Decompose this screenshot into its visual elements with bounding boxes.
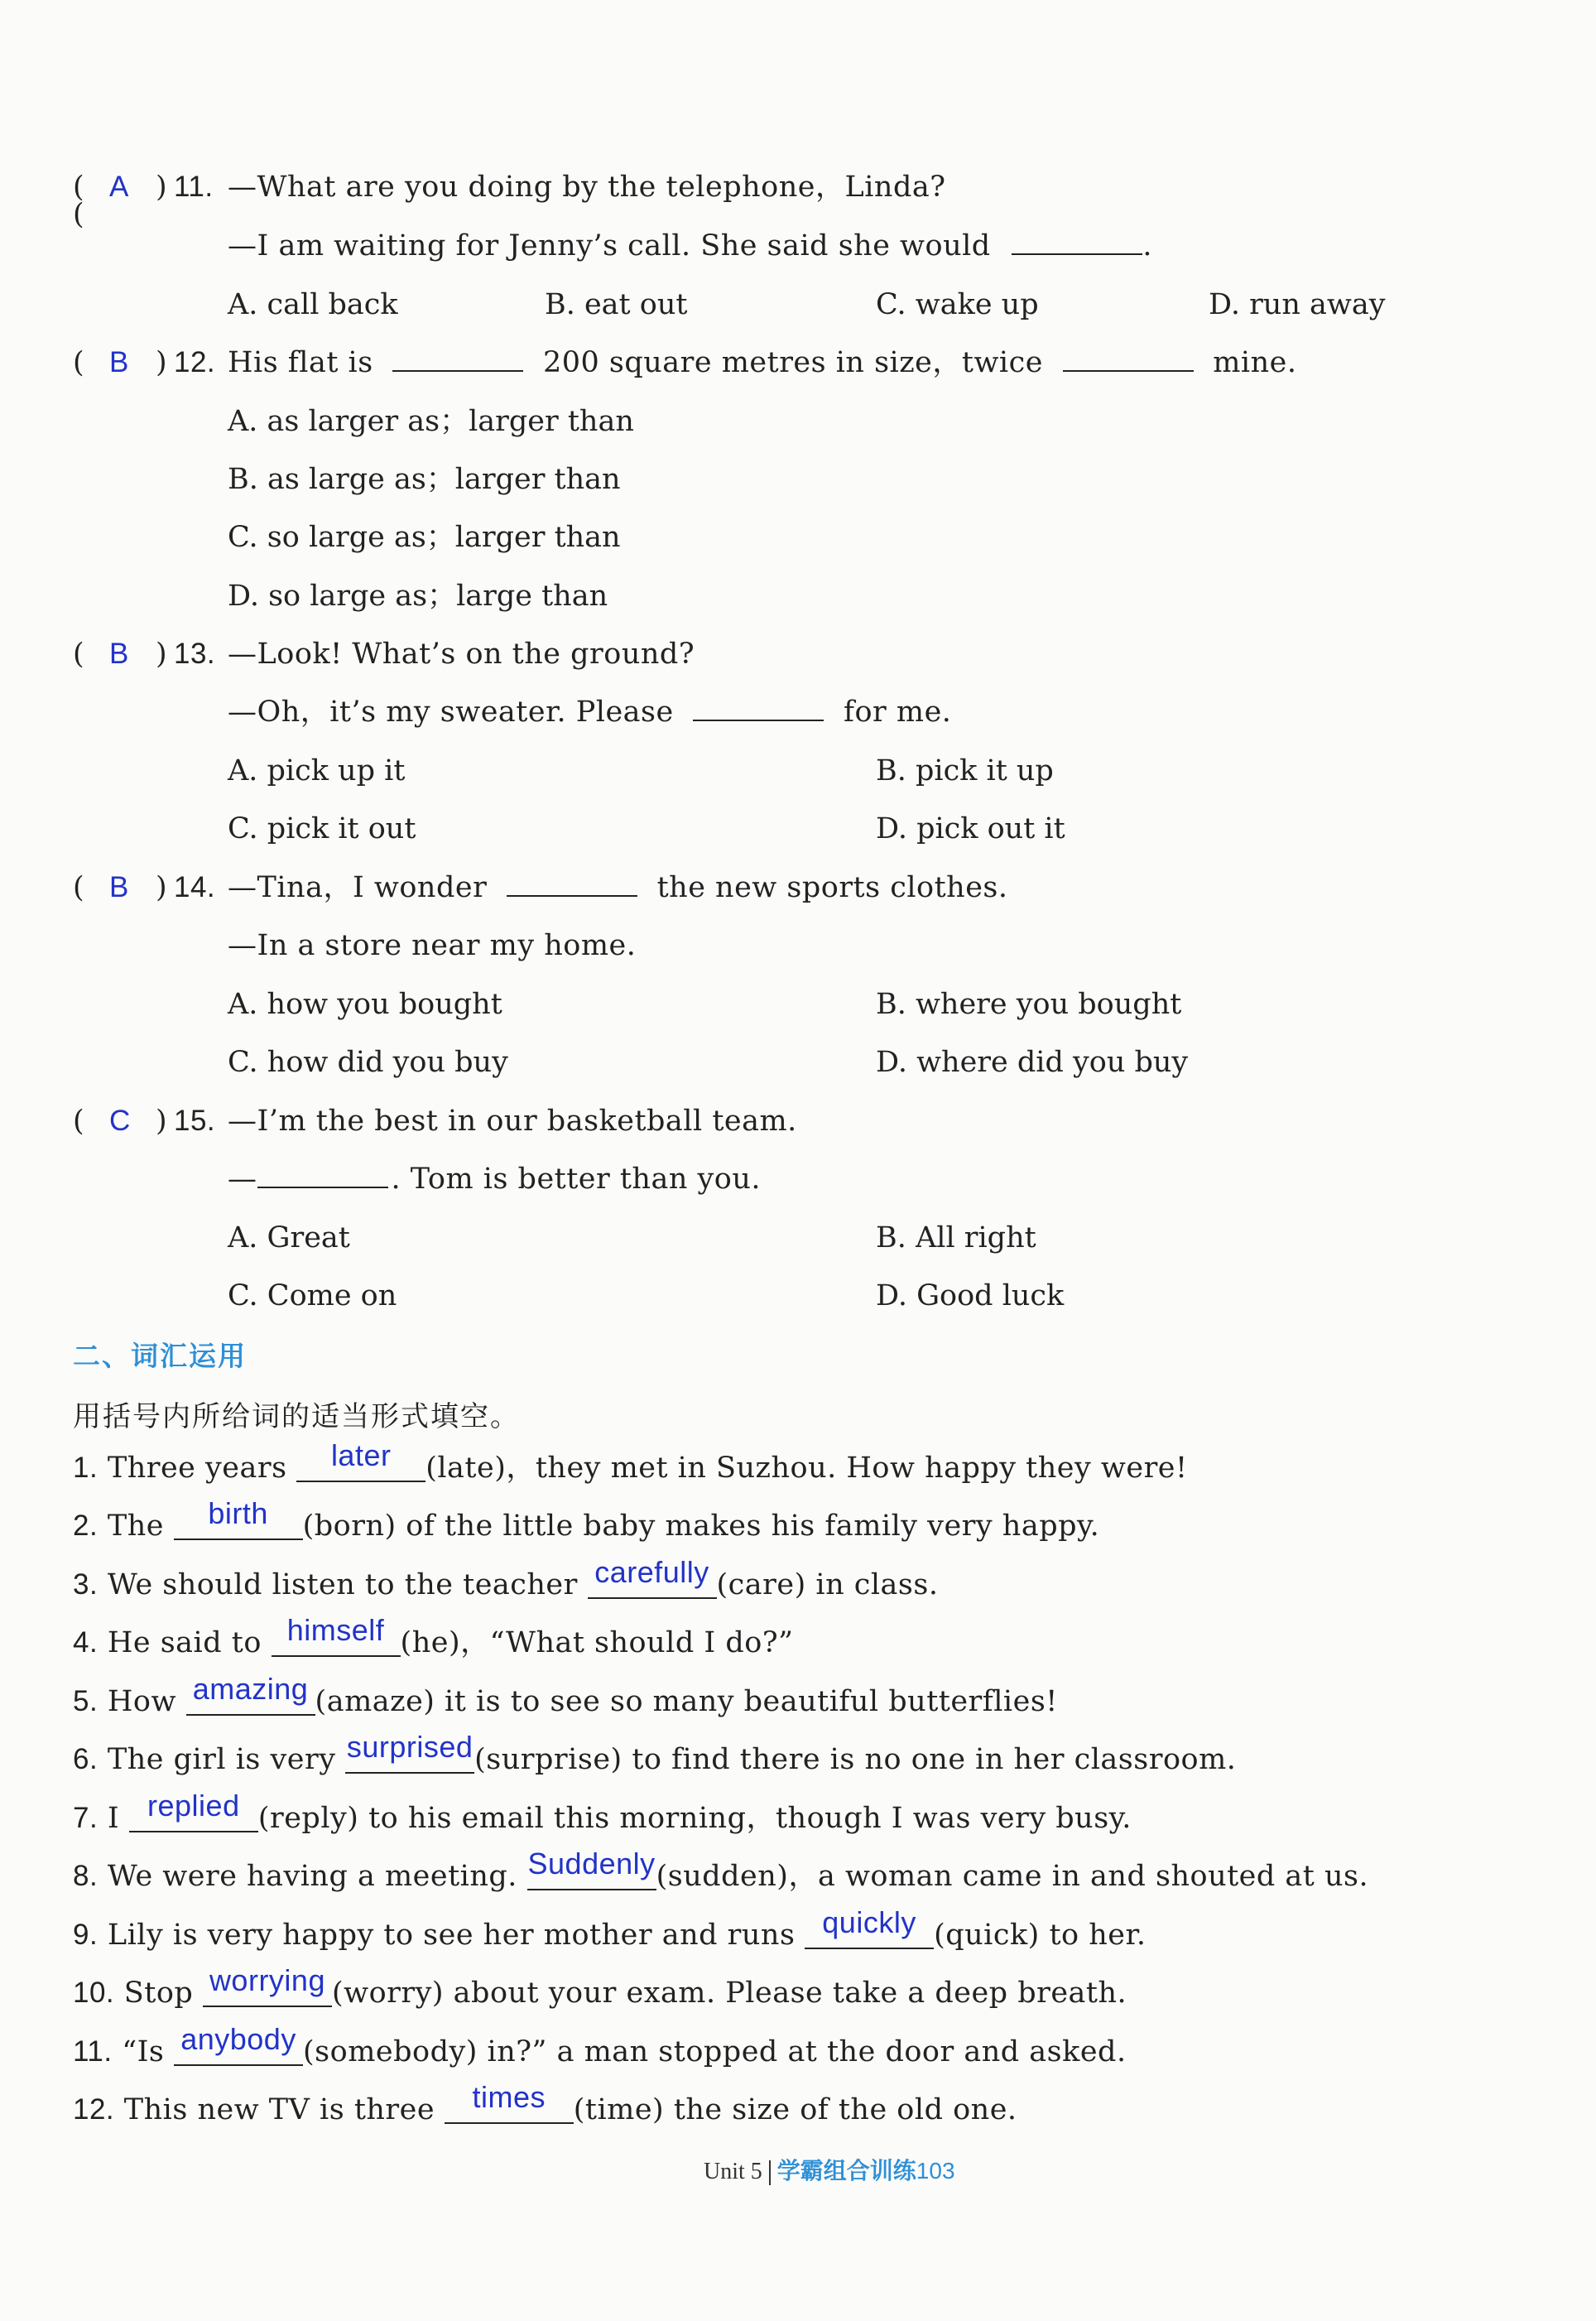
item-number: 7. [73, 1802, 99, 1834]
item-pre-text: Stop [123, 1977, 194, 2010]
fill-item-8 [73, 1847, 1369, 1896]
answer-blank [203, 1963, 332, 2007]
handwritten-answer: later [330, 1438, 392, 1472]
handwritten-answer: anybody [180, 2022, 296, 2056]
item-pre-text: “Is [122, 2035, 165, 2068]
item-number: 1. [73, 1452, 99, 1484]
page-footer [704, 2153, 955, 2186]
item-post-text: (born) of the little baby makes his family very happy. [302, 1510, 1100, 1543]
item-post-text: (amaze) it is to see so many beautiful butterflies! [315, 1685, 1058, 1718]
mc-question-13-line2 [228, 694, 951, 730]
fill-item-12 [73, 2080, 1017, 2130]
section-title: 二、词汇运用 [73, 1340, 247, 1372]
item-number: 10. [73, 1977, 115, 2009]
question-stem: —I am waiting for Jenny’s call. She said she would [228, 229, 991, 262]
answer-blank [186, 1672, 315, 1716]
answer-blank [588, 1555, 717, 1599]
question-number: 11. [174, 171, 214, 203]
option-b: B. where you bought [876, 988, 1182, 1021]
fill-item-10 [73, 1963, 1127, 2013]
handwritten-answer: quickly [822, 1905, 916, 1939]
fill-item-3 [73, 1555, 939, 1605]
option-d: D. where did you buy [876, 1046, 1189, 1079]
handwritten-answer: surprised [346, 1730, 474, 1764]
answer-blank [174, 2022, 303, 2066]
handwritten-answer: times [472, 2080, 546, 2114]
item-number: 6. [73, 1743, 99, 1775]
answer-blank [1063, 345, 1194, 372]
mc-question-11-line2 [228, 228, 1152, 264]
option-d: D. pick out it [876, 812, 1065, 845]
answer-blank [392, 345, 523, 372]
fill-item-6 [73, 1730, 1237, 1779]
question-stem: His flat is [228, 346, 373, 379]
mc-question-11: ( ( A ) 11. —What are you doing by the telephone，Linda? [73, 171, 946, 231]
fill-item-4 [73, 1613, 794, 1663]
answer-blank [129, 1789, 258, 1832]
option-c: C. pick it out [228, 812, 416, 845]
fill-item-11 [73, 2022, 1127, 2072]
option-b: B. as large as；larger than [228, 463, 621, 496]
fill-item-1 [73, 1438, 1188, 1488]
question-number: 12. [174, 346, 216, 378]
unit-label: Unit 5 [704, 2159, 762, 2184]
answer-blank [345, 1730, 474, 1774]
item-post-text: (he)，“What should I do?” [400, 1626, 794, 1659]
option-b: B. pick it up [876, 754, 1054, 787]
question-stem: for me. [844, 696, 952, 729]
item-number: 5. [73, 1685, 99, 1717]
answer-blank [507, 870, 637, 897]
question-stem: —I’m the best in our basketball team. [228, 1105, 797, 1138]
handwritten-answer: replied [147, 1789, 240, 1823]
fill-item-2 [73, 1496, 1100, 1546]
fill-item-5 [73, 1672, 1058, 1721]
item-number: 8. [73, 1860, 99, 1892]
item-pre-text: We were having a meeting. [107, 1860, 517, 1893]
question-stem: —What are you doing by the telephone，Linda? [228, 171, 946, 204]
handwritten-answer: carefully [594, 1555, 709, 1589]
item-pre-text: The [107, 1510, 164, 1543]
series-title: 学霸组合训练 [776, 2157, 916, 2184]
handwritten-answer: himself [286, 1613, 385, 1647]
option-a: A. call back [228, 288, 398, 321]
divider [769, 2160, 771, 2185]
mc-answer: B [109, 346, 129, 378]
question-stem: mine. [1213, 346, 1297, 379]
item-post-text: (care) in class. [716, 1568, 939, 1601]
punctuation: . [1142, 229, 1152, 262]
option-a: A. how you bought [228, 988, 502, 1021]
option-a: A. Great [228, 1221, 350, 1254]
option-d: D. run away [1209, 288, 1386, 321]
option-c: C. so large as；larger than [228, 521, 621, 554]
question-stem: . Tom is better than you. [391, 1163, 762, 1196]
option-a: A. pick up it [228, 754, 406, 787]
item-number: 11. [73, 2035, 113, 2068]
option-a: A. as larger as；larger than [228, 405, 634, 438]
handwritten-answer: Suddenly [527, 1847, 656, 1880]
question-stem: —Tina，I wonder [228, 871, 488, 904]
answer-blank [527, 1847, 656, 1890]
option-c: C. wake up [876, 288, 1039, 321]
option-d: D. Good luck [876, 1279, 1065, 1312]
instruction-text: 用括号内所给词的适当形式填空。 [73, 1400, 520, 1433]
question-stem: the new sports clothes. [656, 871, 1008, 904]
item-post-text: (quick) to her. [934, 1919, 1147, 1952]
answer-blank [272, 1613, 401, 1657]
answer-blank [296, 1438, 425, 1482]
fill-item-7 [73, 1789, 1132, 1838]
handwritten-answer: worrying [209, 1963, 325, 1997]
item-pre-text: The girl is very [107, 1743, 336, 1776]
item-number: 4. [73, 1626, 99, 1659]
question-stem: —Look! What’s on the ground? [228, 638, 695, 671]
item-pre-text: Three years [107, 1452, 287, 1485]
mc-answer: A [109, 171, 129, 203]
item-post-text: (worry) about your exam. Please take a deep breath. [331, 1977, 1127, 2010]
item-number: 12. [73, 2093, 115, 2126]
answer-blank [1012, 229, 1142, 255]
item-post-text: (late)，they met in Suzhou. How happy they were! [425, 1452, 1188, 1485]
mc-answer: B [109, 871, 129, 903]
mc-answer: C [109, 1105, 131, 1137]
item-post-text: (reply) to his email this morning，though I was very busy. [257, 1802, 1132, 1835]
item-pre-text: I [107, 1802, 120, 1835]
item-pre-text: We should listen to the teacher [107, 1568, 578, 1601]
item-pre-text: He said to [107, 1626, 262, 1659]
option-c: C. how did you buy [228, 1046, 508, 1079]
answer-blank [445, 2080, 574, 2124]
mc-answer: B [109, 638, 129, 670]
item-post-text: (time) the size of the old one. [573, 2093, 1017, 2126]
option-b: B. eat out [545, 288, 688, 321]
item-pre-text: How [107, 1685, 176, 1718]
mc-question-15-line2 [228, 1161, 761, 1197]
worksheet-page: ( ( A ) 11. —What are you doing by the telephone，Linda? —I am waiting for Jenny’s call. She said she would . A. call back B. eat out C. wake up D. run away ( B ) 12. His flat is 200 square metres in size，twice mine. A. as larger as；larger than B. as large as；larger than C. so large as；larger than D. so large as；large than ( B ) 13. —Look! What’s on the ground? —Oh，it’s my sweater. Please for me. A. pick up it B. pick it up C. pick it out D. pick out it ( B ) 14. —Tina，I wonder the new sports clothes. —In a store near my home. A. how you bought B. where you bought C. how did you buy D. where did you buy ( C ) 15. —I’m the best in our basketball team. — . Tom is better than you. A. Great B. All right C. Come on D. Good luck 二、词汇运用 用括号内所给词的适当形式填空。 1. Three years later (late)，they met in Suzhou. How happy they were! 2. The birth (born) of the little baby makes his family very happy. 3. We should listen to the teacher carefully (care) in class. 4. He said to himself (he)，“What should I do?” 5. How amazing (amaze) it is to see so many beautiful butterflies! 6. The girl is very surprised(surprise) to find there is no one in her classroom. 7. I replied (reply) to his email this morning，though I was very busy. 8. We were having a meeting. Suddenly(sudden)，a woman came in and shouted at us. 9. Lily is very happy to see her mother and runs quickly (quick) to her. 10. Stop worrying (worry) about your exam. Please take a deep breath. 11. “Is anybody (somebody) in?” a man stopped at the door and asked. 12. This new TV is three times (time) the size of the old one. Unit 5 学霸组合训练103 [0, 0, 1596, 2321]
handwritten-answer: amazing [192, 1672, 309, 1706]
page-number: 103 [916, 2158, 955, 2184]
question-stem: — [228, 1163, 257, 1196]
question-number: 14. [174, 871, 216, 903]
item-number: 2. [73, 1510, 99, 1542]
option-b: B. All right [876, 1221, 1036, 1254]
question-stem: 200 square metres in size，twice [542, 346, 1043, 379]
item-post-text: (somebody) in?” a man stopped at the door and asked. [303, 2035, 1127, 2068]
item-number: 9. [73, 1919, 99, 1951]
handwritten-answer: birth [208, 1496, 268, 1530]
item-post-text: (sudden)，a woman came in and shouted at us. [656, 1860, 1369, 1893]
item-pre-text: Lily is very happy to see her mother and runs [107, 1919, 796, 1952]
option-c: C. Come on [228, 1279, 397, 1312]
question-stem: —Oh，it’s my sweater. Please [228, 696, 674, 729]
answer-blank [257, 1162, 388, 1188]
mc-question-14-line2: —In a store near my home. [228, 929, 637, 962]
option-d: D. so large as；large than [228, 580, 608, 613]
question-number: 15. [174, 1105, 216, 1137]
fill-item-9 [73, 1905, 1147, 1955]
answer-blank [805, 1905, 934, 1949]
answer-blank [693, 695, 824, 721]
answer-blank [174, 1496, 303, 1540]
item-number: 3. [73, 1568, 99, 1601]
item-post-text: (surprise) to find there is no one in her classroom. [474, 1743, 1237, 1776]
item-pre-text: This new TV is three [123, 2093, 435, 2126]
question-number: 13. [174, 638, 216, 670]
